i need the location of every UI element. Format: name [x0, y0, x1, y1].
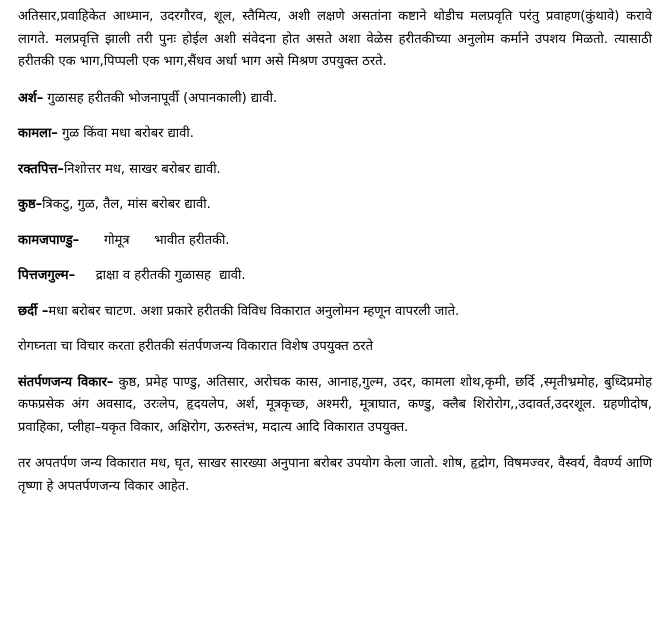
- paragraph-raktapitta: [18, 159, 652, 182]
- kamaja-pandu-text: गोमूत्र भावीत हरीतकी.: [79, 232, 230, 248]
- raktapitta-label: रक्तपित्त–: [18, 161, 64, 177]
- arsha-text: गुळासह हरीतकी भोजनापूर्वी (अपानकाली) द्यावी.: [43, 90, 278, 106]
- raktapitta-text: निशोत्तर मध, साखर बरोबर द्यावी.: [63, 161, 221, 177]
- paragraph-pittaja-gulma: [18, 265, 652, 288]
- kushtha-label: कुष्ठ–: [18, 197, 43, 212]
- kushtha-text: त्रिकटु, गुळ, तैल, मांस बरोबर द्यावी.: [42, 197, 211, 212]
- paragraph-kamala: [18, 123, 652, 146]
- paragraph-atisara: [18, 6, 652, 74]
- rogaghnata-text: रोगघ्नता चा विचार करता हरीतकी संतर्पणजन्य विकारात विशेष उपयुक्त ठरते: [18, 339, 374, 354]
- paragraph-apatarpana: [18, 453, 652, 498]
- pittaja-gulma-text: द्राक्षा व हरीतकी गुळासह द्यावी.: [75, 268, 246, 283]
- paragraph-santarpana: [18, 372, 652, 440]
- paragraph-rogaghnata: [18, 336, 652, 359]
- kamala-text: गुळ किंवा मधा बरोबर द्यावी.: [57, 126, 194, 141]
- chardi-label: छर्दी –: [18, 303, 49, 319]
- kamaja-pandu-label: कामजपाण्डु–: [18, 232, 80, 248]
- paragraph-kamaja-pandu: [18, 230, 652, 253]
- paragraph-kushtha: [18, 194, 652, 217]
- pittaja-gulma-label: पित्तजगुल्म–: [18, 268, 76, 283]
- santarpana-label: संतर्पणजन्य विकार–: [18, 374, 114, 390]
- paragraph-atisara-text: अतिसार,प्रवाहिकेत आध्मान, उदरगौरव, शूल, स्तैमित्य, अशी लक्षणे असतांना कष्टाने थोडीच मलप्रवृति परंतु प्रवाहण(कुंथावे) करावे लागते. मलप्रवृत्ति झाली तरी पुनः होईल अशी संवेदना होत असते अशा वेळेस हरीतकीच्या अनुलोम कर्माने उपशय मिळतो. त्यासाठी हरीतकी एक भाग,पिप्पली एक भाग,सैंधव अर्धा भाग असे मिश्रण उपयुक्त ठरते.: [18, 9, 652, 69]
- santarpana-text: कुष्ठ, प्रमेह पाण्डु, अतिसार, अरोचक कास, आनाह,गुल्म, उदर, कामला शोथ,कृमी, छर्दि ,स्मृतीभ्रमोह, बुध्दिप्रमोह कफप्रसेक अंग अवसाद, उरःलेप, हृदयलेप, अर्श, मूत्रकृच्छ, अश्मरी, मूत्राघात, कण्डु, क्लैब शिरोरोग,,उदावर्त,उदरशूल. ग्रहणीदोष, प्रवाहिका, प्लीहा–यकृत विकार, अक्षिरोग, ऊरुस्तंभ, मदात्य आदि विकारात उपयुक्त.: [18, 374, 653, 435]
- kamala-label: कामला–: [18, 126, 58, 141]
- arsha-label: अर्श–: [18, 90, 44, 106]
- apatarpana-text: तर अपतर्पण जन्य विकारात मध, घृत, साखर सारख्या अनुपाना बरोबर उपयोग केला जातो. शोष, हृद्रोग, विषमज्वर, वैस्वर्य, वैवर्ण्य आणि तृष्णा हे अपतर्पणजन्य विकार आहेत.: [18, 456, 652, 494]
- paragraph-arsha: [18, 88, 652, 111]
- paragraph-chardi: [18, 301, 652, 324]
- chardi-text: मधा बरोबर चाटण. अशा प्रकारे हरीतकी विविध विकारात अनुलोमन म्हणून वापरली जाते.: [48, 303, 460, 319]
